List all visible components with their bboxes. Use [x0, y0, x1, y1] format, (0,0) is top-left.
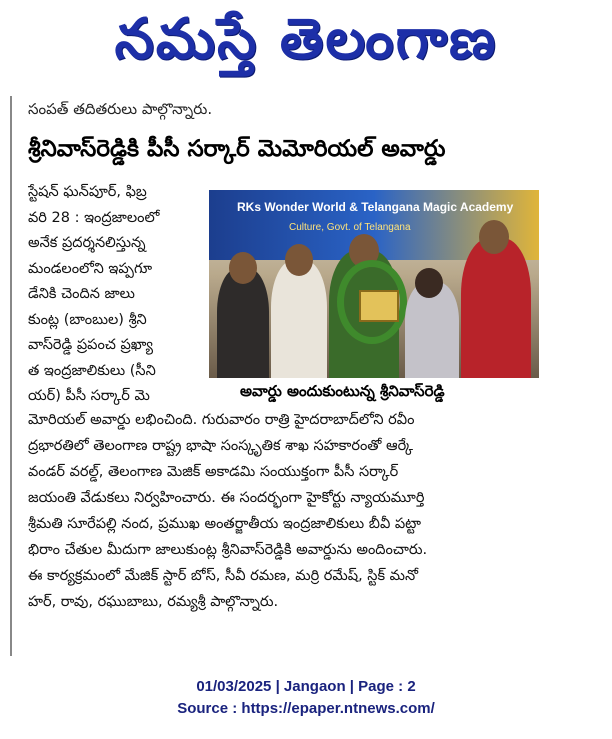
left-column-line: మండలంలోని ఇప్పగూ [28, 260, 153, 277]
body-line: వండర్ వరల్డ్, తెలంగాణ మెజిక్ అకాడమి సంయుక్తంగా పీసీ సర్కార్ [28, 464, 399, 480]
photo-banner-subtext: Culture, Govt. of Telangana [289, 222, 411, 233]
source-url: Source : https://epaper.ntnews.com/ [177, 700, 435, 717]
left-column-line: కుంట్ల (బాంబుల) శ్రీని [28, 311, 147, 328]
left-column-line: వాస్‌రెడ్డి ప్రపంచ ప్రఖ్యా [28, 337, 154, 353]
left-column [28, 180, 203, 410]
lead-line: సంపత్ తదితరులు పాల్గొన్నారు. [28, 100, 213, 118]
person-head [415, 268, 443, 298]
body-line: భిరాం చేతుల మీదుగా జాలుకుంట్ల శ్రీనివాస్‌రెడ్డికి అవార్డును అందించారు. [28, 542, 428, 558]
person-figure [217, 268, 269, 378]
person-head [479, 220, 509, 254]
photo-banner-text: RKs Wonder World & Telangana Magic Academy [237, 200, 514, 214]
newspaper-title: నమస్తే తెలంగాణ [114, 6, 498, 72]
source-footer [0, 676, 612, 720]
edition-info: 01/03/2025 | Jangaon | Page : 2 [196, 678, 416, 695]
left-column-line: యర్) పీసీ సర్కార్ మె [28, 388, 150, 404]
body-line: జయంతి వేడుకలు నిర్వహించారు. ఈ సందర్భంగా హైకోర్టు న్యాయమూర్తి [28, 490, 425, 506]
left-column-line: అనేక ప్రదర్శనలిస్తున్న [28, 235, 146, 251]
award-plaque [359, 290, 399, 322]
body-line: ఈ కార్యక్రమంలో మేజిక్ స్టార్ బోస్, సీవీ రమణ, మర్రి రమేష్, స్టిక్ మనో [28, 568, 419, 584]
article-body [28, 407, 594, 615]
article-photo [209, 190, 539, 378]
masthead [0, 0, 612, 92]
left-column-line: స్టేషన్ ఘన్‌పూర్, ఫిబ్ర [28, 184, 147, 200]
body-line: మోరియల్ అవార్డు లభించింది. గురువారం రాత్రి హైదరాబాద్‌లోని రవీం [28, 412, 415, 428]
person-head [229, 252, 257, 284]
photo-caption: అవార్డు అందుకుంటున్న శ్రీనివాస్‌రెడ్డి [240, 382, 445, 400]
person-head [285, 244, 313, 276]
article-headline: శ్రీనివాస్‌రెడ్డికి పీసీ సర్కార్ మెమోరియల్ అవార్డు [28, 136, 446, 162]
body-line: శ్రీమతి సూరేపల్లి నంద, ప్రముఖ అంతర్జాతీయ ఇంద్రజాలికులు బీవీ పట్టా [28, 516, 422, 532]
left-column-line: త ఇంద్రజాలికులు (సీని [28, 362, 156, 379]
left-column-line: డేనికి చెందిన జాలు [28, 286, 135, 302]
person-figure [271, 260, 327, 378]
left-column-line: వరి 28 : ఇంద్రజాలంలో [28, 209, 160, 226]
body-line: హర్, రావు, రఘుబాబు, రమ్యశ్రీ పాల్గొన్నారు. [28, 594, 279, 610]
person-figure [461, 238, 531, 378]
body-line: ద్రభారతిలో తెలంగాణ రాష్ట్ర భాషా సంస్కృతిక శాఖ సహకారంతో ఆర్కే [28, 438, 414, 454]
